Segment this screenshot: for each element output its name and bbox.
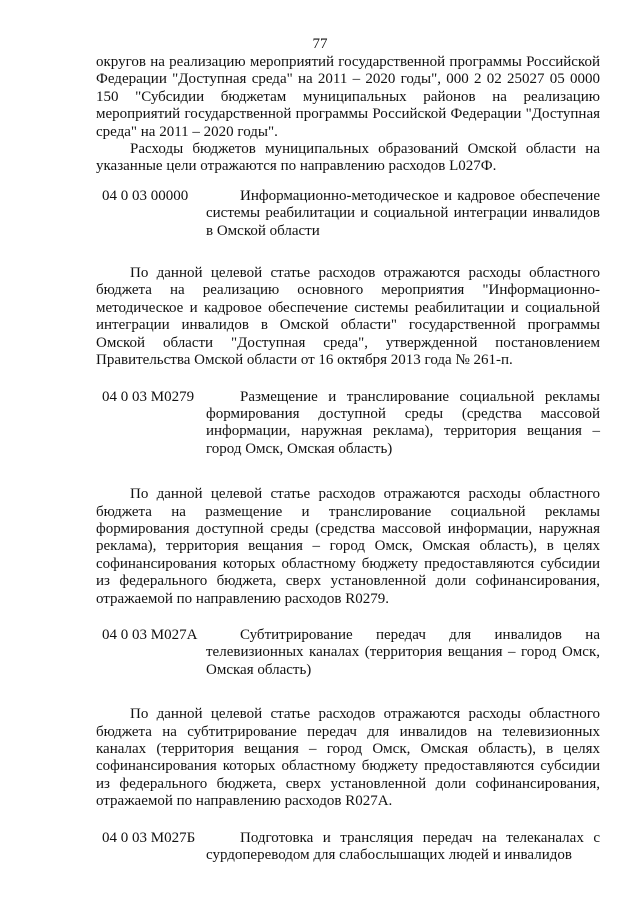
entry-code: 04 0 03 М0279 xyxy=(102,388,195,405)
entry-title-text: Субтитрирование передач для инвалидов на телевизионных каналах (территория вещания – город Омск, Омская область) xyxy=(206,626,600,678)
paragraph: округов на реализацию мероприятий государственной программы Российской Федерации "Доступная среда" на 2011 – 2020 годы", 000 2 02 25027 05 0000 150 "Субсидии бюджетам муниципальных районов на реализацию мероприятий государственной программы Российской Федерации "Доступная среда" на 2011 – 2020 годы". xyxy=(96,54,600,140)
paragraph: По данной целевой статье расходов отражаются расходы областного бюджета на реализацию основного мероприятия "Информационно-методическое и кадровое обеспечение системы реабилитации и социальной интеграции инвалидов в Омской области" государственной программы Омской области "Доступная среда", утвержденной постановлением Правительства Омской области от 16 октября 2013 года № 261-п. xyxy=(96,265,600,369)
entry-code: 04 0 03 00000 xyxy=(102,187,189,204)
entry-title-text: Размещение и транслирование социальной рекламы формирования доступной среды (средства массовой информации, наружная реклама), территория вещания – город Омск, Омская область) xyxy=(206,388,600,457)
entry-title xyxy=(206,830,600,865)
entry-title xyxy=(206,627,600,679)
page-number: 77 xyxy=(312,36,328,52)
entry-title xyxy=(206,389,600,459)
entry-title-text: Информационно-методическое и кадровое обеспечение системы реабилитации и социальной интеграции инвалидов в Омской области xyxy=(206,187,600,239)
paragraph: Расходы бюджетов муниципальных образований Омской области на указанные цели отражаются по направлению расходов L027Ф. xyxy=(96,141,600,175)
budget-entry xyxy=(102,389,600,459)
paragraph: По данной целевой статье расходов отражаются расходы областного бюджета на субтитрирование передач для инвалидов на телевизионных каналах (территория вещания – город Омск, Омская область), в целях софинансирования которых областному бюджету предоставляются субсидии из федерального бюджета, сверх установленной доли софинансирования, отражаемой по направлению расходов R027А. xyxy=(96,706,600,810)
entry-code: 04 0 03 М027А xyxy=(102,626,198,643)
entry-title xyxy=(206,188,600,240)
paragraph: По данной целевой статье расходов отражаются расходы областного бюджета на размещение и транслирование социальной рекламы формирования доступной среды (средства массовой информации, наружная реклама), территория вещания – город Омск, Омская область), в целях софинансирования которых областному бюджету предоставляются субсидии из федерального бюджета, сверх установленной доли софинансирования, отражаемой по направлению расходов R0279. xyxy=(96,486,600,607)
budget-entry xyxy=(102,188,600,240)
budget-entry xyxy=(102,830,600,865)
budget-entry xyxy=(102,627,600,679)
entry-title-text: Подготовка и трансляция передач на телеканалах с сурдопереводом для слабослышащих людей и инвалидов xyxy=(206,829,600,864)
document-body xyxy=(96,54,600,864)
entry-code: 04 0 03 М027Б xyxy=(102,829,196,846)
